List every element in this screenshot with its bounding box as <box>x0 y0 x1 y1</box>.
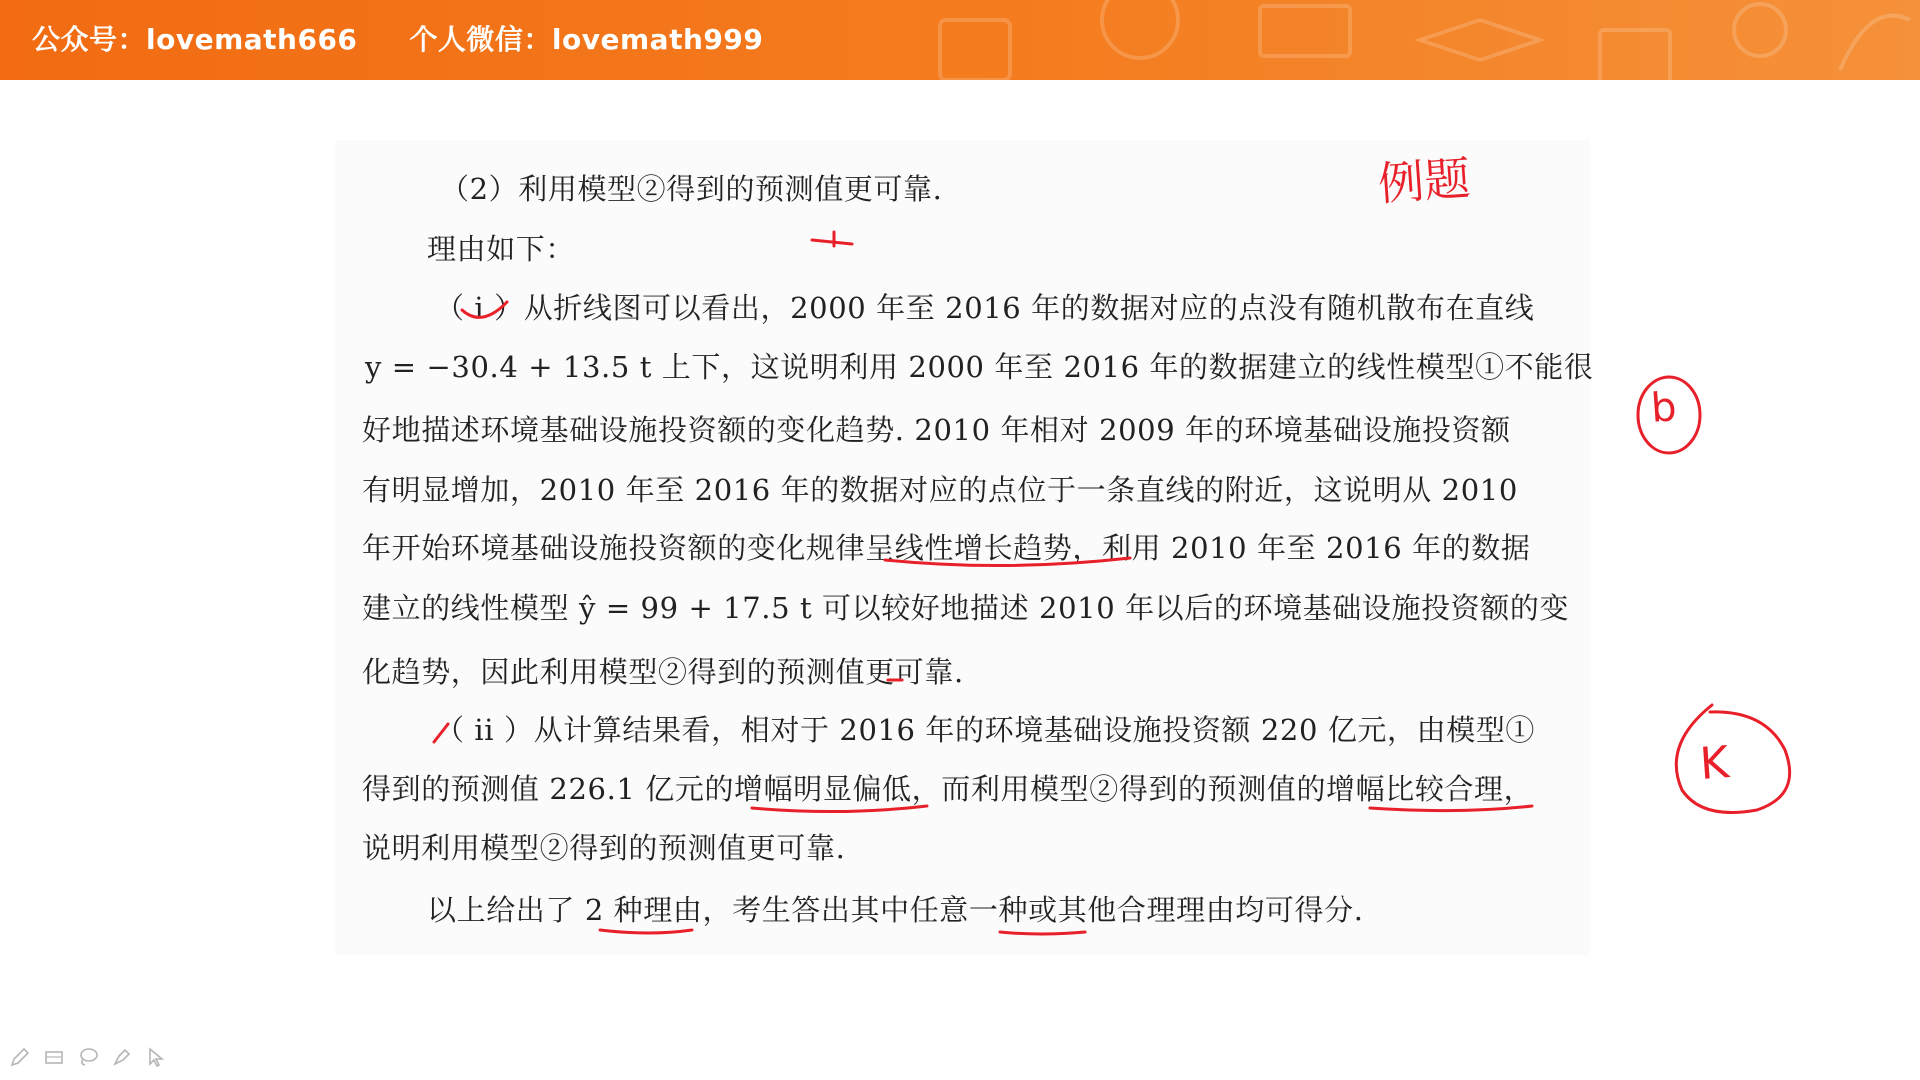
lasso-icon[interactable] <box>76 1045 100 1069</box>
ink-letter-k: K <box>1698 737 1731 790</box>
header-banner <box>0 0 1920 80</box>
doc-line-6: 有明显增加，2010 年至 2016 年的数据对应的点位于一条直线的附近，这说明从 2010 <box>362 473 1518 507</box>
doc-line-9: 化趋势，因此利用模型②得到的预测值更可靠. <box>362 655 964 689</box>
ink-note-example: 例题 <box>1376 150 1472 212</box>
doc-line-8: 建立的线性模型 ŷ = 99 + 17.5 t 可以较好地描述 2010 年以后的环境基础设施投资额的变 <box>362 591 1570 625</box>
doc-line-1: （2）利用模型②得到的预测值更可靠. <box>440 172 943 206</box>
pen-toolbar <box>8 1045 168 1069</box>
doc-line-2: 理由如下： <box>427 232 576 266</box>
doc-line-12: 说明利用模型②得到的预测值更可靠. <box>362 831 846 865</box>
doc-line-10: （ ii ）从计算结果看，相对于 2016 年的环境基础设施投资额 220 亿元，由模型① <box>435 713 1536 747</box>
wechat-label: 个人微信：lovemath999 <box>409 23 764 56</box>
account-label: 公众号：lovemath666 <box>32 23 358 56</box>
ink-circle-k <box>1676 705 1789 813</box>
doc-line-5: 好地描述环境基础设施投资额的变化趋势. 2010 年相对 2009 年的环境基础设施投资额 <box>362 413 1511 447</box>
doc-line-11: 得到的预测值 226.1 亿元的增幅明显偏低，而利用模型②得到的预测值的增幅比较合理， <box>362 772 1534 806</box>
pen-icon[interactable] <box>8 1045 32 1069</box>
ink-letter-b: b <box>1649 384 1678 432</box>
banner-decoration <box>880 0 1920 80</box>
eraser-icon[interactable] <box>42 1045 66 1069</box>
pointer-icon[interactable] <box>144 1045 168 1069</box>
document-page <box>335 140 1594 955</box>
doc-line-4: y = −30.4 + 13.5 t 上下，这说明利用 2000 年至 2016 年的数据建立的线性模型①不能很 <box>365 350 1594 384</box>
doc-line-13: 以上给出了 2 种理由，考生答出其中任意一种或其他合理理由均可得分. <box>427 893 1364 927</box>
highlighter-icon[interactable] <box>110 1045 134 1069</box>
doc-line-3: （ i ）从折线图可以看出，2000 年至 2016 年的数据对应的点没有随机散布在直线 <box>435 291 1535 325</box>
doc-line-7: 年开始环境基础设施投资额的变化规律呈线性增长趋势，利用 2010 年至 2016 年的数据 <box>362 531 1531 565</box>
banner-title <box>32 18 763 58</box>
